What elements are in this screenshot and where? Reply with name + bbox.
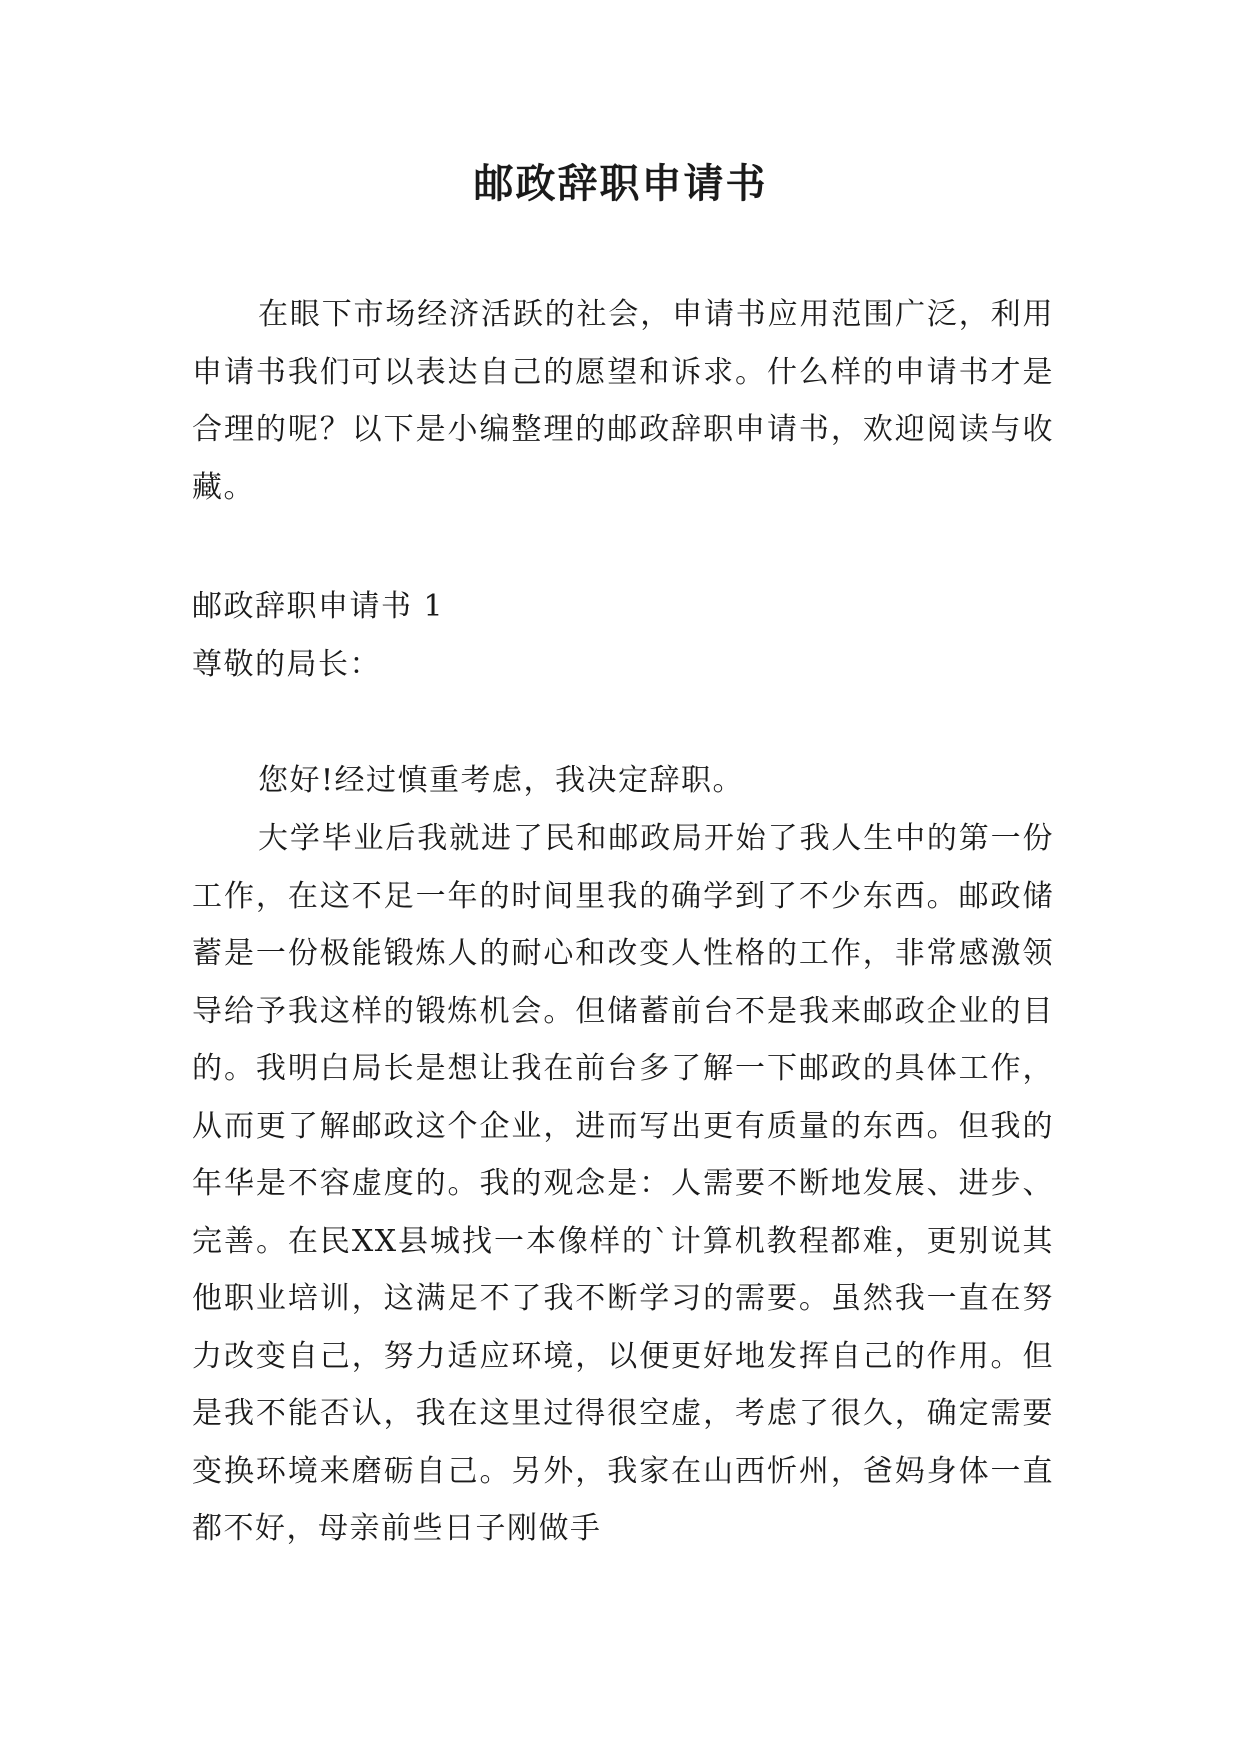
salutation: [192, 636, 1054, 693]
paragraph-2-text: 大学毕业后我就进了民和邮政局开始了我人生中的第一份工作，在这不足一年的时间里我的确学到了不少东西。邮政储蓄是一份极能锻炼人的耐心和改变人性格的工作，非常感激领导给予我这样的锻炼机会。但储蓄前台不是我来邮政企业的目的。我明白局长是想让我在前台多了解一下邮政的具体工作，从而更了解邮政这个企业，进而写出更有质量的东西。但我的年华是不容虚度的。我的观念是：人需要不断地发展、进步、完善。在民XX县城找一本像样的`计算机教程都难，更别说其他职业培训，这满足不了我不断学习的需要。虽然我一直在努力改变自己，努力适应环境，以便更好地发挥自己的作用。但是我不能否认，我在这里过得很空虚，考虑了很久，确定需要变换环境来磨砺自己。另外，我家在山西忻州，爸妈身体一直都不好，母亲前些日子刚做手: [192, 821, 1054, 1546]
intro-paragraph: [192, 286, 1054, 516]
paragraph-1-text: 您好!经过慎重考虑，我决定辞职。: [258, 763, 745, 798]
intro-text: 在眼下市场经济活跃的社会，申请书应用范围广泛，利用申请书我们可以表达自己的愿望和诉求。什么样的申请书才是合理的呢？以下是小编整理的邮政辞职申请书，欢迎阅读与收藏。: [192, 297, 1054, 505]
salutation-text: 尊敬的局长：: [192, 647, 381, 682]
section-heading: [192, 578, 1054, 635]
section-heading-text: 邮政辞职申请书 1: [192, 589, 445, 624]
body-paragraph-2: [192, 810, 1054, 1558]
body-paragraph-1: [192, 752, 1054, 810]
document-title: 邮政辞职申请书: [473, 160, 768, 207]
